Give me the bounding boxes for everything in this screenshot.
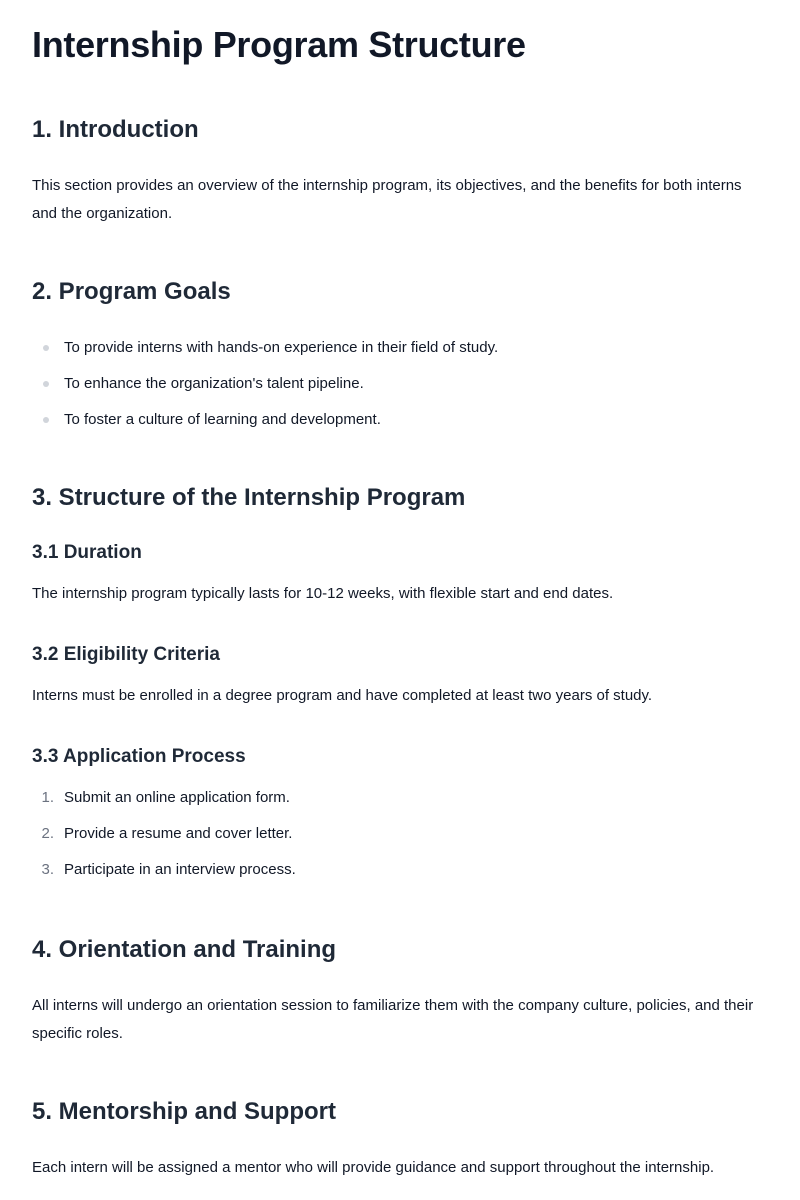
- list-item-text: To provide interns with hands-on experience in their field of study.: [64, 339, 499, 356]
- section-orientation: [32, 934, 768, 1048]
- section-program-goals: [32, 276, 768, 438]
- list-item: [32, 852, 768, 888]
- subsection-heading: 3.1 Duration: [32, 542, 142, 563]
- list-item-text: Provide a resume and cover letter.: [64, 825, 293, 842]
- page-title: Internship Program Structure: [32, 24, 526, 65]
- bullet-dot-icon: [43, 381, 49, 387]
- section-heading: 3. Structure of the Internship Program: [32, 484, 466, 511]
- list-item: [32, 402, 768, 438]
- section-paragraph: This section provides an overview of the internship program, its objectives, and the benefits for both interns and the organization.: [32, 177, 742, 222]
- list-item-text: To foster a culture of learning and development.: [64, 411, 381, 428]
- list-item-text: Submit an online application form.: [64, 789, 290, 806]
- list-item-text: To enhance the organization's talent pipeline.: [64, 375, 364, 392]
- bullet-dot-icon: [43, 417, 49, 423]
- list-item: [32, 330, 768, 366]
- list-item-text: Participate in an interview process.: [64, 861, 296, 878]
- section-introduction: [32, 114, 768, 228]
- subsection-paragraph: The internship program typically lasts for 10-12 weeks, with flexible start and end dates.: [32, 585, 614, 602]
- section-paragraph: Each intern will be assigned a mentor who will provide guidance and support throughout the internship.: [32, 1159, 715, 1176]
- subsection-paragraph: Interns must be enrolled in a degree program and have completed at least two years of study.: [32, 687, 653, 704]
- subsection-heading: 3.3 Application Process: [32, 746, 246, 767]
- goals-list: [32, 330, 768, 438]
- list-item: [32, 816, 768, 852]
- section-mentorship: [32, 1096, 768, 1182]
- list-item-number: 3.: [41, 861, 54, 878]
- list-item: [32, 366, 768, 402]
- section-heading: 2. Program Goals: [32, 278, 231, 305]
- section-paragraph: All interns will undergo an orientation session to familiarize them with the company culture, policies, and their specific roles.: [32, 997, 754, 1042]
- list-item-number: 1.: [41, 789, 54, 806]
- bullet-dot-icon: [43, 345, 49, 351]
- section-heading: 5. Mentorship and Support: [32, 1098, 336, 1125]
- section-heading: 1. Introduction: [32, 116, 199, 143]
- subsection-heading: 3.2 Eligibility Criteria: [32, 644, 220, 665]
- section-structure: [32, 482, 768, 888]
- application-steps-list: [32, 780, 768, 888]
- list-item-number: 2.: [41, 825, 54, 842]
- list-item: [32, 780, 768, 816]
- section-heading: 4. Orientation and Training: [32, 936, 337, 963]
